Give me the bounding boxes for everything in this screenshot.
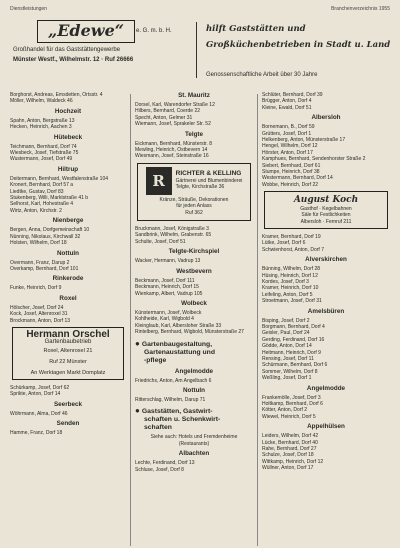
- list-item: Leiders, Wilhelm, Dorf 42: [262, 433, 319, 440]
- category-line: Gartenbaugestaltung,: [141, 340, 213, 348]
- list-item: Bornemann, B., Dorf 59: [262, 124, 315, 131]
- list-item: Kötter, Anton, Dorf 2: [262, 407, 308, 414]
- category-line: Gaststätten, Gastwirt-: [141, 408, 213, 416]
- list-item: Hüsing, Heinrich, Dorf 12: [262, 272, 318, 279]
- list-item: Wöhrmann, Alma, Dorf 46: [10, 410, 68, 417]
- list-item: Sandbrink, Wilhelm, Grabenstr. 65: [135, 232, 212, 239]
- list-item: Hecken, Heinrich, Aachen 3: [10, 124, 72, 131]
- list-item: Dorsel, Karl, Warendorfer Straße 12: [135, 102, 215, 108]
- list-item: Ritterschlag, Wilhelm, Darup 71: [135, 396, 206, 403]
- running-head: [10, 6, 390, 15]
- rk-logo-icon: R K: [146, 167, 172, 195]
- list-item: Sommer, Wilhelm, Dorf 8: [262, 368, 318, 375]
- category-heading-garden: [135, 340, 253, 365]
- section-heading: Senden: [56, 419, 80, 427]
- list-item: Geisler, Paul, Dorf 24: [262, 330, 310, 337]
- section-heading: St. Mauritz: [178, 92, 210, 99]
- list-item: Leifeling, Anton, Dorf 5: [262, 291, 313, 298]
- list-item: Wittkamp, Heinrich, Dorf 12: [262, 458, 324, 465]
- bullet-icon: ●: [135, 406, 140, 416]
- list-item: Schürmann, Bernhard, Dorf 6: [262, 362, 328, 369]
- list-item: Kleinglaub, Karl, Albersloher Straße 33: [135, 322, 222, 329]
- category-line: -pflege: [144, 356, 167, 364]
- edewe-legal-form: e. G. m. b. H.: [136, 28, 172, 34]
- list-item: Holsten, Wilhelm, Dorf 18: [10, 240, 67, 247]
- list-item: Beckmann, Josef, Dorf 111: [135, 277, 195, 284]
- list-item: Wirtz, Anton, Kirchstr. 2: [10, 207, 62, 214]
- list-item: Kramer, Heinrich, Dorf 10: [262, 285, 319, 292]
- koch-line-3: Albersloh · Fernruf 211: [300, 218, 352, 225]
- list-item: Deitermann, Bernhard, Westfalenstraße 104: [10, 175, 109, 182]
- edewe-description: Großhandel für das Gaststättengewerbe: [13, 47, 121, 53]
- list-item: Overkamp, Bernhard, Dorf 101: [10, 265, 79, 272]
- list-item: Möller, Wilhelm, Waldeck 46: [10, 98, 73, 105]
- category-line: schaften u. Schenkwirt-: [144, 416, 221, 424]
- orschel-trade: Gartenbaubetrieb: [44, 339, 92, 346]
- list-item: Siebert, Bernhard, Dorf 61: [262, 162, 321, 169]
- orschel-advertisement: [12, 327, 124, 380]
- list-item: Holtkamp, Bernhard, Dorf 6: [262, 401, 323, 408]
- list-item: Kohlheide, Karl, Wigbold 4: [135, 316, 194, 323]
- list-item: Brockmann, Anton, Dorf 13: [10, 317, 71, 324]
- list-item: Grütters, Josef, Dorf 1: [262, 130, 312, 137]
- column-1: [10, 92, 126, 548]
- list-item: Lütke, Josef, Dorf 6: [262, 240, 306, 247]
- list-item: Friedrichs, Anton, Am Angelbach 6: [135, 377, 212, 384]
- list-item: Bruckmann, Josef, Königstraße 3: [135, 226, 209, 233]
- edewe-logo: „Edewe“: [37, 20, 135, 43]
- section-heading: Wolbeck: [181, 299, 207, 307]
- list-item: Wiewel, Heinrich, Dorf 5: [262, 413, 316, 420]
- section-heading: Telgte: [184, 130, 204, 138]
- orschel-name: Hermann Orschel: [26, 328, 110, 340]
- edewe-advertisement: [13, 16, 391, 82]
- orschel-phone: Ruf 22 Münster: [49, 358, 87, 365]
- section-heading: Hochzeit: [54, 107, 82, 115]
- bullet-icon: ●: [135, 338, 140, 348]
- list-item: Mewling, Heinrich, Ostbevern 14: [135, 147, 208, 154]
- section-heading: Westbevern: [176, 267, 212, 275]
- list-item: Nünning, Nikolaus, Kirchwall 32: [10, 233, 81, 240]
- category-heading-inns: [135, 407, 253, 432]
- list-item: Borgmann, Bernhard, Dorf 4: [262, 323, 325, 330]
- list-item: Lücke, Bernhard, Dorf 40: [262, 439, 318, 446]
- section-heading: Seerbeck: [53, 400, 82, 408]
- list-item: Kamphues, Bernhard, Sendenhorster Straße 2: [262, 156, 366, 163]
- edewe-slogan-line-2: Großküchenbetrieben in Stadt u. Land: [206, 40, 391, 50]
- section-heading: Hütebeck: [53, 133, 83, 141]
- list-item: Westermann, Bernhard, Dorf 14: [262, 175, 333, 182]
- list-item: Kleine, Ewald, Dorf 51: [262, 104, 312, 111]
- list-item: Schürkamp, Josef, Dorf 62: [10, 384, 70, 391]
- section-heading: Angelmodde: [306, 384, 346, 392]
- list-item: Wiesbeck, Josef, Tiefstraße 75: [10, 150, 79, 157]
- list-item: Wienkamp, Albert, Vadrup 105: [135, 290, 203, 297]
- list-item: Bergen, Anna, Dorfgemeinschaft 10: [10, 227, 90, 234]
- list-item: Liedtke, Gustav, Dorf 83: [10, 188, 64, 195]
- list-item: Bünning, Wilhelm, Dorf 28: [262, 266, 321, 273]
- richter-kelling-advertisement: [137, 163, 251, 221]
- list-item: Schluse, Josef, Dorf 8: [135, 466, 184, 473]
- list-item: Spahn, Anton, Bergstraße 13: [10, 117, 75, 124]
- list-item: Kronert, Bernhard, Dorf 57 a: [10, 182, 74, 189]
- column-3: [262, 92, 390, 548]
- richter-address: Telgte, Kirchstraße 36: [175, 184, 225, 191]
- list-item: Weßling, Josef, Dorf 1: [262, 375, 312, 382]
- koch-line-2: Säle für Festlichkeiten: [301, 212, 351, 219]
- list-item: Kock, Josef, Altenroxel 31: [10, 311, 68, 318]
- richter-trade: Gärtnerei und Blumenbinderei: [175, 177, 243, 184]
- section-heading: Nottuln: [182, 386, 206, 394]
- list-item: Beckmann, Heinrich, Dorf 15: [135, 284, 199, 291]
- section-heading: Telgte-Kirchspiel: [168, 248, 220, 256]
- list-item: Wiemann, Josef, Sprakeler Str. 52: [135, 121, 211, 128]
- list-item: Overmann, Franz, Darup 2: [10, 259, 70, 266]
- list-item: Frankemölle, Josef, Dorf 3: [262, 394, 321, 401]
- list-item: Hamme, Franz, Dorf 18: [10, 429, 63, 436]
- koch-advertisement: [264, 191, 388, 229]
- richter-name: RICHTER & KELLING: [175, 170, 242, 178]
- list-item: Wustermann, Josef, Dorf 49: [10, 156, 73, 163]
- list-item: Kramer, Bernhard, Dorf 19: [262, 233, 321, 240]
- list-item: Rensing, Josef, Dorf 11: [262, 356, 314, 362]
- column-2: [135, 92, 253, 548]
- list-item: Schwienhorst, Anton, Dorf 7: [262, 246, 324, 253]
- list-item: Wobbe, Heinrich, Dorf 22: [262, 181, 319, 188]
- list-item: Künstermann, Josef, Wolbeck: [135, 309, 202, 316]
- list-item: Kordes, Josef, Dorf 3: [262, 278, 309, 285]
- directory-columns: [0, 92, 400, 548]
- list-item: Schlüter, Bernhard, Dorf 39: [262, 92, 323, 98]
- list-item: Teichmann, Bernhard, Dorf 74: [10, 143, 77, 150]
- list-item: Hörster, Anton, Dorf 17: [262, 149, 313, 156]
- list-item: Selhorst, Karl, Hohestraße 4: [10, 201, 74, 208]
- orschel-details: [13, 346, 123, 379]
- category-line: schaften: [144, 424, 172, 432]
- list-item: Gödde, Anton, Dorf 14: [262, 343, 312, 350]
- list-item: Stukenberg, Willi, Marktstraße 41 b: [10, 195, 89, 202]
- list-item: Stumpe, Heinrich, Dorf 38: [262, 169, 320, 176]
- list-item: Specht, Anton, Gelmer 31: [135, 114, 193, 121]
- list-item: Heitmann, Heinrich, Dorf 9: [262, 349, 321, 356]
- list-item: Rahe, Bernhard, Dorf 27: [262, 446, 317, 453]
- orschel-market: An Werktagen Markt Domplatz: [30, 369, 106, 376]
- list-item: Wiesmann, Josef, Steinstraße 16: [135, 153, 209, 160]
- list-item: Brügger, Anton, Dorf 4: [262, 98, 312, 105]
- koch-line-1: Gasthof · Kegelbahnen: [300, 205, 352, 212]
- category-line: Gartenaustattung und: [144, 348, 215, 356]
- column-rule: [130, 94, 131, 546]
- section-heading: Albersloh: [311, 114, 341, 122]
- ad-divider: [196, 22, 197, 78]
- section-heading: Amelsbüren: [307, 307, 345, 315]
- list-item: Borghorst, Andreas, Emsdetten, Ortsstr. 4: [10, 92, 103, 98]
- list-item: Eickmann, Bernhard, Münsterstr. 8: [135, 140, 212, 147]
- list-item: Stroetmann, Josef, Dorf 31: [262, 298, 322, 305]
- list-item: Helkenberg, Anton, Münsterstraße 17: [262, 137, 346, 144]
- list-item: Rintelberg, Bernhard, Wigbold, Münsterstraße 27: [135, 329, 244, 336]
- running-head-right: Branchenverzeichnis 1955: [331, 6, 390, 12]
- orschel-address: Roxel, Altenroxel 21: [43, 347, 93, 354]
- richter-offer-2: für jeden Anlass: [176, 203, 212, 210]
- richter-offer-1: Kränze, Sträuße, Dekorationen: [159, 196, 229, 203]
- koch-name: August Koch: [293, 195, 359, 206]
- list-item: Sprikte, Anton, Dorf 14: [10, 391, 61, 398]
- section-heading: Alverskirchen: [305, 256, 347, 264]
- list-item: Bisping, Josef, Dorf 2: [262, 317, 310, 324]
- list-item: Schulte, Josef, Dorf 51: [135, 238, 186, 245]
- section-heading: Hiltrup: [57, 165, 79, 173]
- list-item: Wüllner, Anton, Dorf 17: [262, 465, 314, 472]
- running-head-left: Dienstleistungen: [10, 6, 47, 12]
- list-item: Lechte, Ferdinand, Dorf 13: [135, 460, 195, 467]
- section-heading: Roxel: [59, 294, 77, 302]
- list-item: Hölscher, Josef, Dorf 24: [10, 304, 64, 311]
- list-item: Hengel, Wilhelm, Dorf 12: [262, 143, 318, 150]
- section-heading: Appelhülsen: [307, 423, 345, 431]
- list-item: Wacker, Hermann, Vadrup 13: [135, 258, 201, 265]
- section-heading: Nottuln: [56, 249, 80, 257]
- list-item: Funke, Heinrich, Dorf 9: [10, 285, 62, 292]
- edewe-note: Genossenschaftliche Arbeit über 30 Jahre: [206, 72, 318, 78]
- column-rule: [257, 94, 258, 546]
- section-heading: Angelmodde: [174, 367, 214, 375]
- section-heading: Rinkerode: [52, 275, 84, 283]
- richter-phone: Ruf 362: [185, 209, 203, 216]
- cross-reference: (Restaurants): [178, 440, 210, 447]
- list-item: Hilbers, Bernhard, Coerde 22: [135, 108, 201, 115]
- list-item: Schulze, Josef, Dorf 18: [262, 452, 314, 459]
- section-heading: Albachten: [178, 450, 210, 458]
- edewe-slogan-line-1: hilft Gaststätten und: [206, 24, 306, 34]
- edewe-address: Münster Westf., Wilhelmstr. 12 · Ruf 26666: [13, 57, 134, 63]
- list-item: Gerding, Ferdinand, Dorf 16: [262, 336, 325, 343]
- section-heading: Nienberge: [52, 217, 84, 225]
- cross-reference: Siehe auch: Hotels und Fremdenheime: [150, 434, 238, 441]
